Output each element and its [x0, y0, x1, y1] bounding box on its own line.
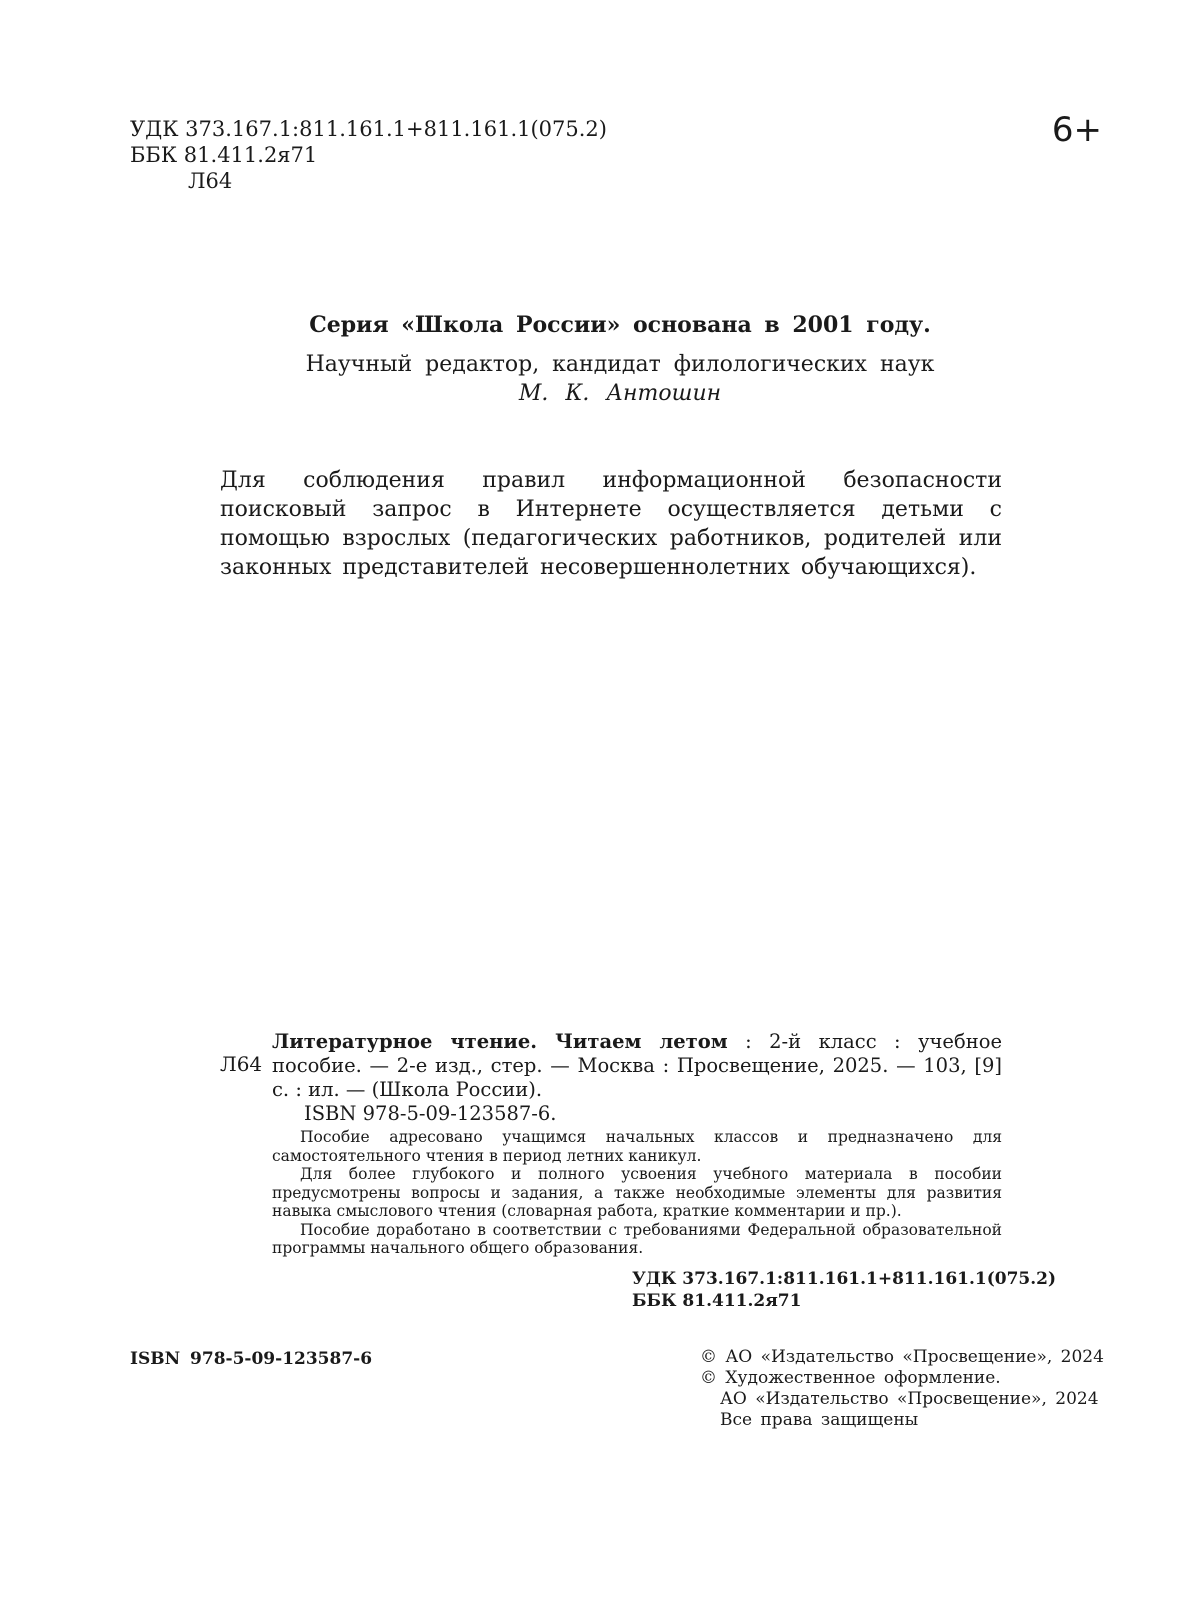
age-rating: 6+ — [1051, 110, 1102, 150]
udk-code: УДК 373.167.1:811.161.1+811.161.1(075.2) — [130, 117, 607, 141]
card-classification — [632, 1268, 1056, 1312]
copyright-line: АО «Издательство «Просвещение», 2024 — [720, 1389, 1099, 1409]
safety-notice: Для соблюдения правил информационной безопасности поисковый запрос в Интернете осуществляется детьми с помощью взрослых (педагогических работников, родителей или законных представителей несовершеннолетних обучающихся). — [220, 468, 1002, 580]
card-details: : 2-й класс : учебное пособие. — 2-е изд., стер. — Москва : Просвещение, 2025. — 103, [9] с. : ил. — (Школа России). — [272, 1030, 1002, 1101]
classification-block — [130, 116, 607, 194]
card-annotation — [272, 1128, 1002, 1258]
annotation-paragraph: Для более глубокого и полного усвоения учебного материала в пособии предусмотрены вопросы и задания, а также необходимые элементы для развития навыка смыслового чтения (словарная работа, краткие комментарии и пр.). — [272, 1165, 1002, 1220]
annotation-paragraph: Пособие доработано в соответствии с требованиями Федеральной образовательной программы начального общего образования. — [272, 1220, 1002, 1257]
series-note: Серия «Школа России» основана в 2001 году. — [309, 312, 931, 338]
bbk-code: ББК 81.411.2я71 — [130, 143, 318, 167]
card-author-mark: Л64 — [220, 1052, 263, 1076]
editor-role: Научный редактор, кандидат филологических наук — [305, 352, 935, 377]
copyright-line: Все права защищены — [720, 1410, 919, 1430]
card-bbk: ББК 81.411.2я71 — [632, 1291, 802, 1311]
editor-name: М. К. Антошин — [518, 381, 722, 406]
card-udk: УДК 373.167.1:811.161.1+811.161.1(075.2) — [632, 1269, 1057, 1289]
copyright-line: © Художественное оформление. — [700, 1368, 1001, 1388]
author-mark: Л64 — [188, 169, 233, 193]
card-description — [272, 1030, 1002, 1102]
annotation-paragraph: Пособие адресовано учащимся начальных классов и предназначено для самостоятельного чтения в период летних каникул. — [272, 1128, 1002, 1165]
isbn-footer: ISBN 978-5-09-123587-6 — [130, 1349, 373, 1369]
copyright-line: © АО «Издательство «Просвещение», 2024 — [700, 1347, 1104, 1367]
card-title: Литературное чтение. Читаем летом — [272, 1030, 728, 1053]
card-isbn: ISBN 978-5-09-123587-6. — [304, 1102, 557, 1125]
editor-block — [0, 350, 1200, 408]
copyright-block — [700, 1347, 1104, 1431]
